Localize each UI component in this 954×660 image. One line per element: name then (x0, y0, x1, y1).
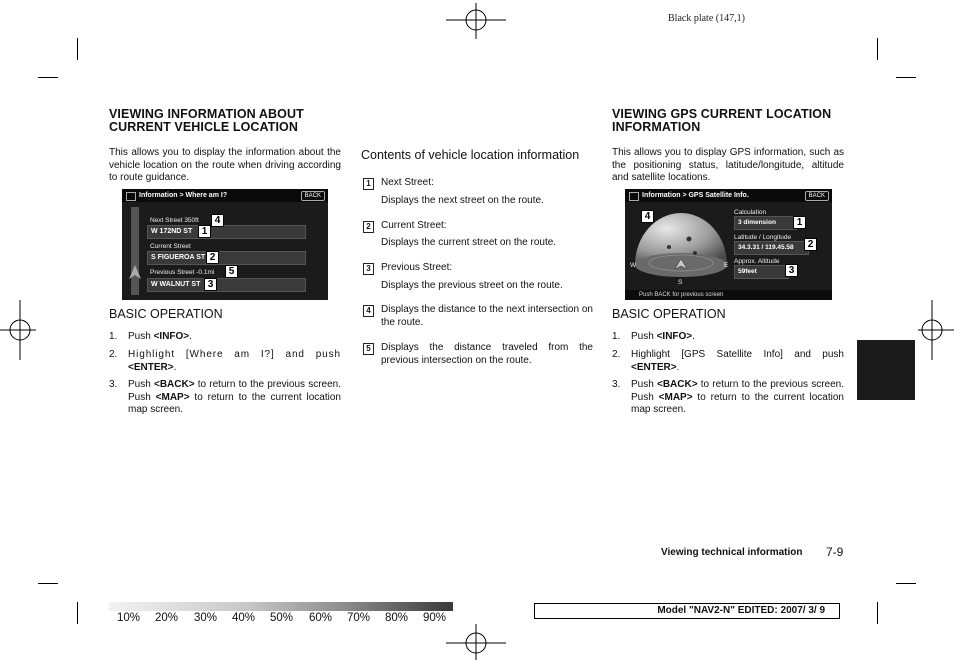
right-step-3: 3. Push <BACK> to return to the previous screen. Push <MAP> to return to the current location map screen. (612, 379, 844, 415)
crop-mark (877, 38, 878, 60)
previous-street-field: W WALNUT ST (147, 278, 306, 292)
middle-title: Contents of vehicle location information (361, 148, 580, 162)
registration-mark-top (446, 3, 506, 39)
east-label: E (724, 262, 729, 269)
screen-footer: Push BACK for previous screen (625, 290, 832, 300)
item-number-box: 1 (363, 178, 374, 190)
info-item-3: 3 Previous Street: Displays the previous street on the route. (363, 262, 593, 298)
route-arrow-icon (126, 205, 144, 297)
scale-label: 40% (232, 612, 256, 624)
callout-badge: 5 (225, 265, 238, 278)
right-step-1: 1. Push <INFO>. (612, 331, 695, 342)
left-intro: This allows you to display the information about the vehicle location on the route when driving according to route guidance. (109, 147, 341, 183)
callout-badge: 2 (804, 238, 817, 251)
item-number-box: 5 (363, 343, 374, 355)
callout-badge: 4 (211, 214, 224, 227)
altitude-field: 59feet (734, 265, 789, 279)
crop-mark (38, 583, 58, 584)
chapter-tab (857, 340, 915, 400)
left-step-2: 2. Highlight [Where am I?] and push <ENTER>. (109, 349, 341, 373)
calculation-field: 3 dimension (734, 216, 797, 230)
callout-badge: 3 (204, 278, 217, 291)
crop-mark (77, 38, 78, 60)
callout-badge: 4 (641, 210, 654, 223)
next-street-field: W 172ND ST (147, 225, 306, 239)
registration-mark-bottom (446, 624, 506, 660)
right-step-2: 2. Highlight [GPS Satellite Info] and push <ENTER>. (612, 349, 844, 373)
callout-badge: 1 (198, 225, 211, 238)
callout-badge: 1 (793, 216, 806, 229)
plate-label: Black plate (147,1) (668, 13, 745, 24)
where-am-i-screen (122, 189, 328, 300)
scale-label: 80% (385, 612, 409, 624)
item-number-box: 3 (363, 263, 374, 275)
page-number: 7-9 (826, 545, 844, 559)
item-number-box: 4 (363, 305, 374, 317)
crop-mark (77, 602, 78, 624)
next-street-label: Next Street 350ft (150, 217, 199, 224)
left-step-3: 3. Push <BACK> to return to the previous screen. Push <MAP> to return to the current location map screen. (109, 379, 341, 415)
left-step-1: 1. Push <INFO>. (109, 331, 192, 342)
scale-label: 90% (423, 612, 447, 624)
callout-badge: 3 (785, 264, 798, 277)
crop-mark (38, 77, 58, 78)
altitude-label: Approx. Altitude (734, 258, 780, 265)
left-heading: VIEWING INFORMATION ABOUT CURRENT VEHICLE LOCATION (109, 107, 304, 134)
registration-mark-left (0, 300, 36, 360)
scale-label: 20% (155, 612, 179, 624)
section-title: Viewing technical information (661, 547, 803, 558)
west-label: W (630, 262, 637, 269)
previous-street-label: Previous Street -0.1mi (150, 269, 215, 276)
info-item-4: 4 Displays the distance to the next intersection on the route. (363, 304, 593, 332)
info-icon (629, 192, 639, 201)
current-street-field: S FIGUEROA ST (147, 251, 306, 265)
right-intro: This allows you to display GPS information, such as the positioning status, latitude/longitude, altitude and satellite locations. (612, 147, 844, 183)
south-label: S (678, 279, 683, 286)
latlon-label: Latitude / Longitude (734, 234, 792, 241)
current-street-label: Current Street (150, 243, 191, 250)
density-scale-bar (109, 602, 453, 611)
registration-mark-right (918, 300, 954, 360)
info-item-2: 2 Current Street: Displays the current street on the route. (363, 220, 593, 256)
crop-mark (896, 583, 916, 584)
callout-badge: 2 (206, 251, 219, 264)
crop-mark (896, 77, 916, 78)
crop-mark (877, 602, 878, 624)
right-heading: VIEWING GPS CURRENT LOCATION INFORMATION (612, 107, 832, 134)
scale-label: 50% (270, 612, 294, 624)
back-button[interactable]: BACK (805, 191, 829, 201)
right-basic-operation-title: BASIC OPERATION (612, 307, 726, 321)
model-edited-box: Model "NAV2-N" EDITED: 2007/ 3/ 9 (534, 603, 840, 619)
scale-label: 60% (309, 612, 333, 624)
screen-header: Information > GPS Satellite Info. BACK (625, 189, 832, 202)
scale-label: 30% (194, 612, 218, 624)
info-item-1: 1 Next Street: Displays the next street on the route. (363, 177, 593, 213)
scale-label: 70% (347, 612, 371, 624)
back-button[interactable]: BACK (301, 191, 325, 201)
calculation-label: Calculation (734, 209, 767, 216)
info-item-5: 5 Displays the distance traveled from the previous intersection on the route. (363, 342, 593, 370)
latlon-field: 34.3.31 / 119.45.58 (734, 241, 809, 255)
scale-label: 10% (117, 612, 141, 624)
screen-header: Information > Where am I? BACK (122, 189, 328, 202)
gps-satellite-screen (625, 189, 832, 300)
left-basic-operation-title: BASIC OPERATION (109, 307, 223, 321)
info-icon (126, 192, 136, 201)
item-number-box: 2 (363, 221, 374, 233)
